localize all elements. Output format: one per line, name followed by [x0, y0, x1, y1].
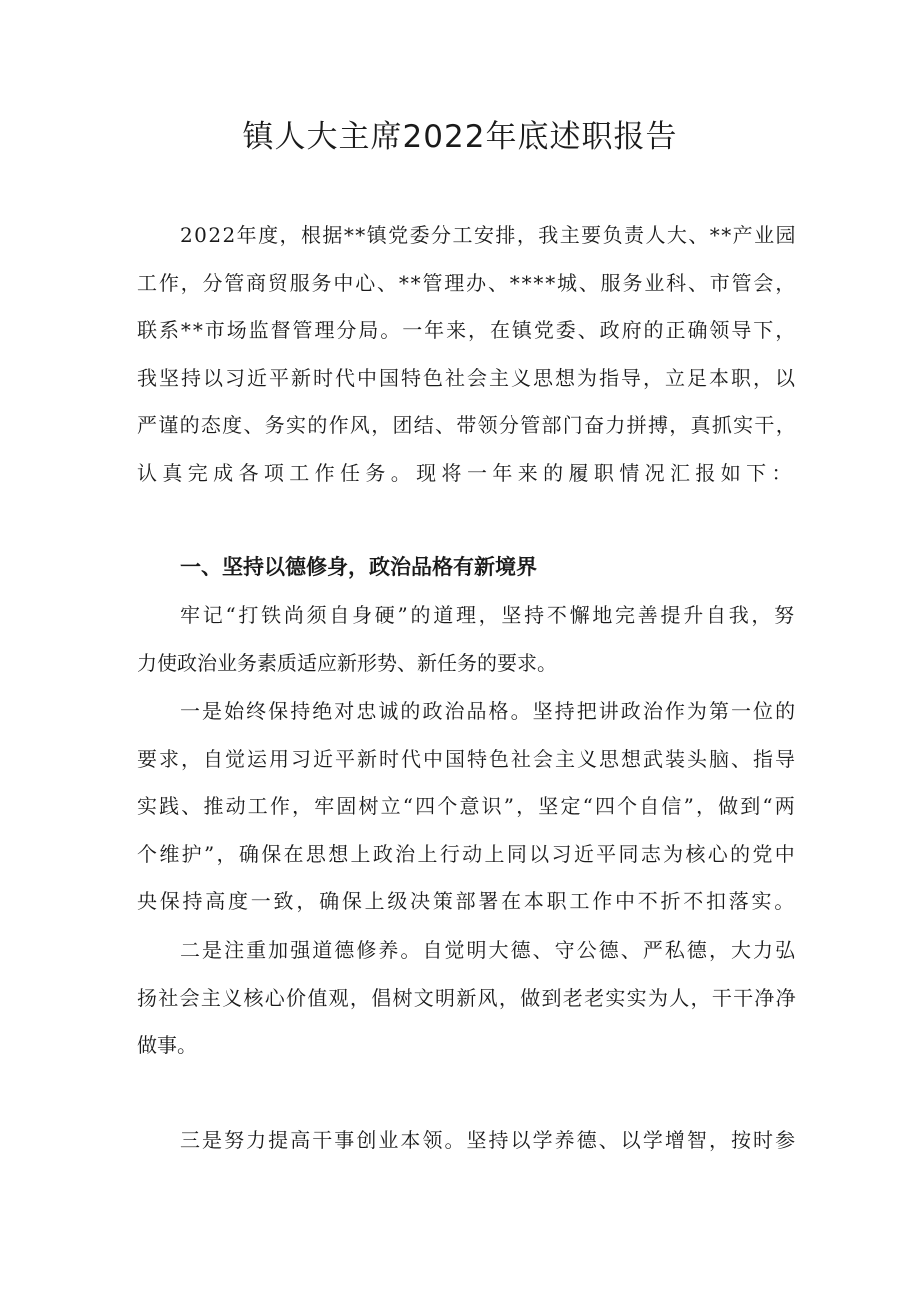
point-two-paragraph — [137, 927, 797, 1070]
intro-paragraph — [137, 212, 797, 497]
paragraph-line: 联系**市场监督管理分局。一年来，在镇党委、政府的正确领导下， — [137, 318, 798, 342]
paragraph-line: 要求，自觉运用习近平新时代中国特色社会主义思想武装头脑、指导 — [137, 746, 797, 771]
paragraph-line: 力使政治业务素质适应新形势、新任务的要求。 — [137, 650, 557, 675]
paragraph-line: 央保持高度一致，确保上级决策部署在本职工作中不折不扣落实。 — [137, 889, 798, 913]
paragraph-line: 实践、推动工作，牢固树立“四个意识”，坚定“四个自信”，做到“两 — [137, 794, 797, 818]
document-title: 镇人大主席2022年底述职报告 — [242, 119, 678, 155]
paragraph-line: 二是注重加强道德修养。自觉明大德、守公德、严私德，大力弘 — [180, 938, 798, 962]
paragraph-line: 扬社会主义核心价值观，倡树文明新风，做到老老实实为人，干干净净 — [137, 985, 797, 1010]
paragraph-line: 牢记“打铁尚须自身硬”的道理，坚持不懈地完善提升自我，努 — [180, 603, 797, 627]
point-three-paragraph — [137, 1117, 797, 1165]
paragraph-line: 做事。 — [137, 1033, 197, 1057]
section-heading: 一、坚持以德修身，政治品格有新境界 — [180, 555, 537, 579]
paragraph-line: 工作，分管商贸服务中心、**管理办、****城、服务业科、市管会， — [137, 270, 798, 295]
paragraph-line: 我坚持以习近平新时代中国特色社会主义思想为指导，立足本职，以 — [137, 365, 797, 390]
point-one-paragraph — [137, 688, 797, 926]
paragraph-line: 严谨的态度、务实的作风，团结、带领分管部门奋力拼搏，真抓实干， — [137, 413, 797, 437]
paragraph-line: 一是始终保持绝对忠诚的政治品格。坚持把讲政治作为第一位的 — [180, 699, 798, 723]
section-intro-paragraph — [137, 592, 797, 687]
paragraph-line: 三是努力提高干事创业本领。坚持以学养德、以学增智，按时参 — [180, 1128, 798, 1152]
paragraph-line: 个维护”，确保在思想上政治上行动上同以习近平同志为核心的党中 — [137, 841, 798, 866]
paragraph-line: 认真完成各项工作任务。现将一年来的履职情况汇报如下： — [137, 460, 797, 485]
paragraph-line: 2022年度，根据**镇党委分工安排，我主要负责人大、**产业园 — [180, 223, 797, 247]
